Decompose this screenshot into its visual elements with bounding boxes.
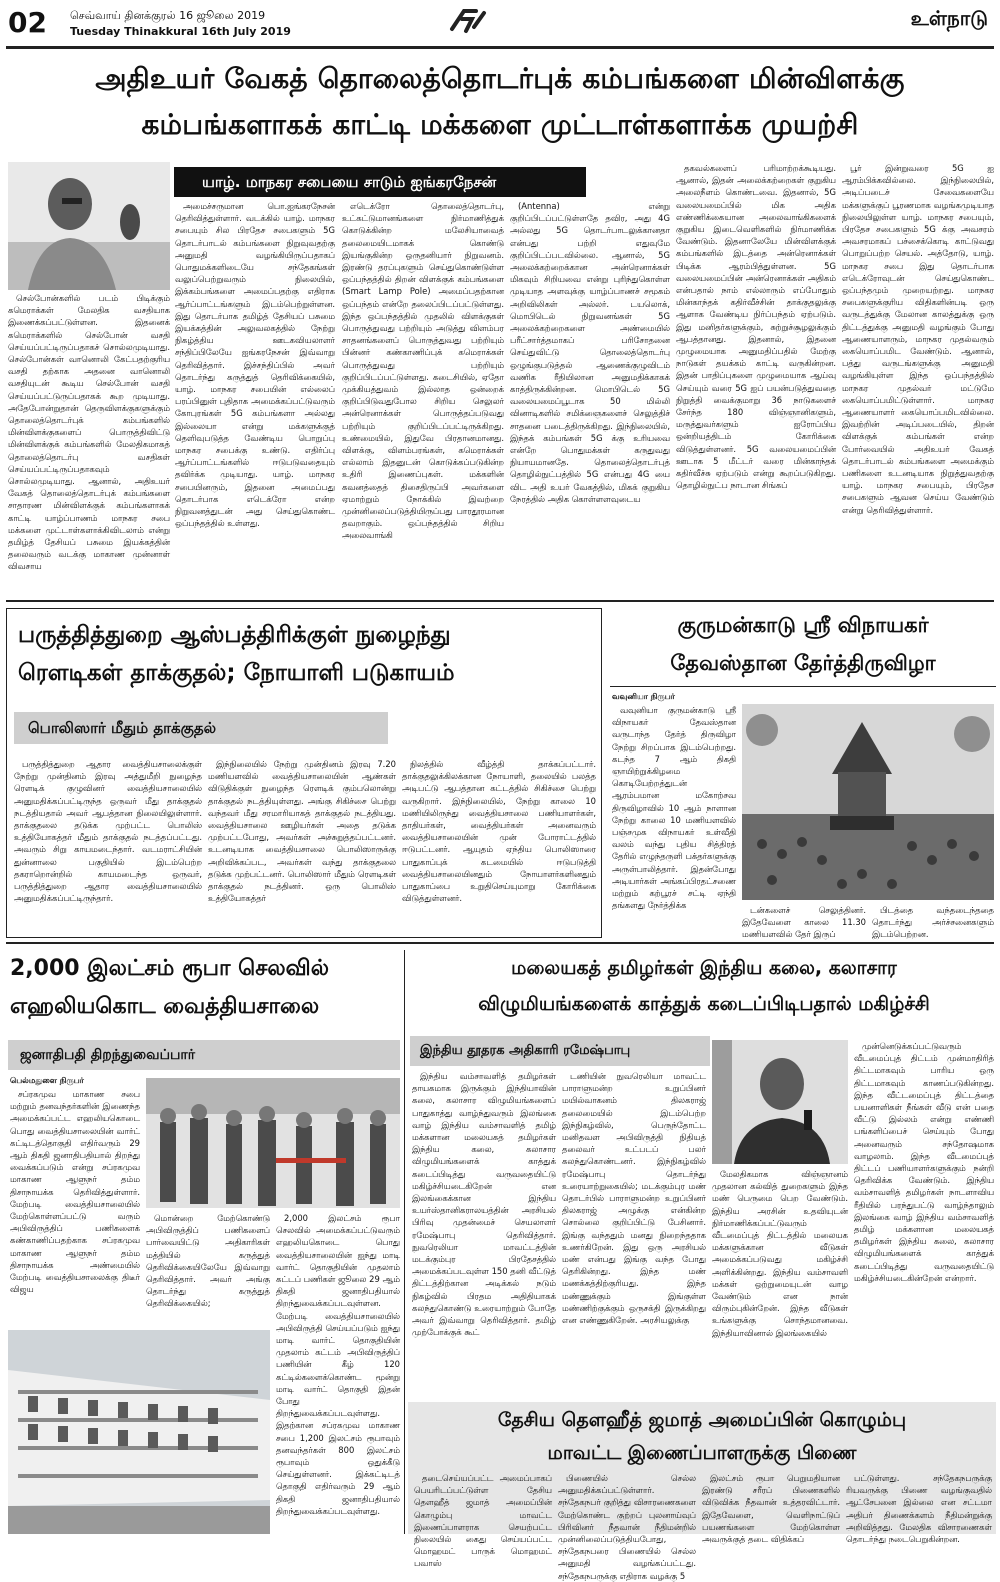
middle-divider <box>6 942 994 944</box>
ehaliyagoda-headline <box>10 950 400 1026</box>
lead-headline <box>0 56 1000 148</box>
malayagam-subhead: இந்திய தூதரக அதிகாரி ரமேஷ்பாபு <box>410 1036 710 1066</box>
temple-headline-line-1: குருமன்காடு ஸ்ரீ விநாயகர் <box>677 613 929 637</box>
hospital-column-2: இந்நிலையில் நேற்று முன்தினம் இரவு 7.20 மணியளவில் வைத்தியசாலையின் ஆண்கள் விடுதிக்குள் நுழைந்த ரௌடிக் கும்பலொன்று தாக்குதல் நடத்தியுள்ளது. அங்கு சிகிச்சை பெற்று வந்தவர் மீது சரமாரியாகத் தாக்குதல் நடத்தியது. வைத்தியசாலை ஊழியர்கள் அதை தடுக்க முற்பட்டபோது, அவர்கள் அச்சுறுத்தப்பட்டனர். உடனடியாக வைத்தியசாலை பொலிஸாருக்கு அறிவிக்கப்பட, அவர்கள் வந்து தாக்குதலை தடுக்க முற்பட்டனர். பொலிஸார் மீதும் ரௌடிகள் தாக்குதல் நடத்தினர். ஒரு பொலிஸ் உத்தியோகத்தர் <box>208 759 396 904</box>
jamath-column-1: தடைசெய்யப்பட்ட அமைப்பாகப் பெயரிடப்பட்டுள்ள தேசிய தௌஹீத் ஜமாத் அமைப்பின் கொழும்பு மாவட்ட இணைப்பாளராக செயற்பட்ட நிலையில் கைது செய்யப்பட்ட மொஹமட் பாருக் மொஹமட் பவாஸ் <box>414 1473 552 1569</box>
malayagam-headline-line-2: விழுமியங்களைக் காத்துக் கடைப்பிடிபதால் மகிழ்ச்சி <box>478 993 930 1015</box>
hospital-building-photo-icon <box>8 1330 270 1534</box>
lead-column-1: செல்போன்களில் படம் பிடிக்கும் கமெராக்கள் மேலதிக வசதியாக இணைக்கப்பட்டுள்ளன. இதனைக் கமெராக்களில் செல்போன் வசதி செய்யப்பட்டிருப்பதாகச் சொல்லமுடியாது. செல்போன்கள் வானொலி கேட்பதற்குரிய வசதி தற்காக அதனை வானொலி வசதியுடன் கூடிய செல்போன் வசதி செய்யப்பட்டுருப்பதாகக் கூற முடியாது. அதேபோன்றுதான் தெருவிளக்குகளுக்கும் தொலைத்தொடர்புக் கம்பங்களில் மின்விளக்குகளைப் பொருத்திவிட்டு மின்விளக்குக் கம்பங்களில் மேலதிகமாகத் தொலைத்தொடர்பு வசதிகள் செய்யப்பட்டிருப்பதாகவும் சொல்லமுடியாது. ஆனால், அதிஉயர் வேகத் தொலைத்தொடர்புக் கம்பங்களை சாதாரண மின்விளக்குக் கம்பங்களாகக் காட்டி யாழ்ப்பாணம் மாநகர சபை மக்களை முட்டாள்களாக்கிவிடலாம் என்று தமிழ்த் தேசியப் பசுமை இயக்கத்தின் தலைவரும் வடக்கு மாகாண முன்னாள் விவசாய <box>8 293 170 572</box>
paper-logo <box>448 5 488 35</box>
masthead-divider <box>6 46 994 49</box>
hospital-headline-line-1: பருத்தித்துறை ஆஸ்பத்திரிக்குள் நுழைந்து <box>18 622 451 648</box>
ehaliyagoda-column-1: சப்ரகமுவ மாகாண சபை மற்றும் தனவந்தர்களின் இணைந்த அமைக்கப்பட்ட எஹலியகொடை பொது வைத்தியசாலையின் வார்ட் கட்டிடத்தொகுதி எதிர்வரும் 29 ஆம் திகதி ஜனாதிபதியால் திறந்து வைக்கப்படும் என்று சப்ரகமுவ மாகாண ஆளுநர் தம்ம திசாநாயக்க தெரிவித்துள்ளார். மேற்படி வைத்தியசாலையில் மேற்கொள்ளப்பட்டு வரும் அபிவிருத்திப் பணிகளைக் கண்காணிப்பதற்காக சப்ரகமுவ மாகாண ஆளுநர் தம்ம திசாநாயக்க அண்மையில் மேற்படி வைத்தியசாலைக்கு திடீர் விஜய <box>10 1089 140 1295</box>
malayagam-headline <box>412 950 996 1022</box>
lead-headline-line-1: அதிஉயர் வேகத் தொலைத்தொடர்புக் கம்பங்களை மின்விளக்கு <box>95 62 905 95</box>
lead-column-6: பூர் இன்றுவரை 5G ஐ ஆரம்பிக்கவில்லை. இந்நிலையில், அடிப்படைச் சேவைகளையே மக்களுக்குப் பூரணமாக வழங்கமுடியாத நிலையிலுள்ள யாழ். மாநகர சபையும், பிரதேச சபைகளும் 5G க்கு அவசரம் அவசரமாகப் பச்சைக்கொடி காட்டுவது பொறுப்பற்ற செயல். அத்தோடு, யாழ். மாநகர சபை இது தொடர்பாக எடெக்ரோவுடன் செய்துகொண்ட ஒப்பந்தமும் முறையற்றது. மாநகர சபைகளுக்குரிய விதிகளின்படி ஒரு வருடத்துக்கு மேலான காலத்துக்கு ஒரு திட்டத்துக்கு அனுமதி வழங்கும் போது ஆணையாளரும், மாநகர முதல்வரும் கையொப்பமிட வேண்டும். ஆனால், பத்து வருடங்களுக்கு அனுமதி வழங்கியுள்ள இந்த ஒப்பந்தத்தில் மாநகர முதல்வர் மட்டுமே கையொப்பமிட்டுள்ளார். மாநகர ஆணையாளர் கையொப்பமிடவில்லை. இவற்றின் அடிப்படையில், திறன் விளக்குக் கம்பங்கள் என்ற போர்வையில் அதிஉயர் வேகத் தொடர்பாடல் கம்பங்களை அமைக்கும் பணிகளை உடனடியாக நிறுத்துவதற்கு யாழ். மாநகர சபையும், பிரதேச சபைகளும் ஆவன செய்ய வேண்டும் என்று தெரிவித்துள்ளார். <box>842 163 994 515</box>
jamath-headline-line-2: மாவட்ட இணைப்பாளருக்கு பிணை <box>547 1442 857 1464</box>
date-english: Tuesday Thinakkural 16th July 2019 <box>70 25 291 38</box>
temple-headline-rule <box>610 686 996 687</box>
malayagam-column-2: டணியின் நுவரெலியா மாவட்ட பாராளுமன்ற உறுப்பினர் மயில்வாகனம் திலகராஜ் தலைமையில் இடம்பெற்ற இந்நிகழ்வில், பெருந்தோட்ட மனிதவள அபிவிருத்தி நிதியத் தலைவர் உட்படப் பலர் கலந்துகொண்டனர். இந்நிகழ்வில் ரமேஷ்பாபு தொடர்ந்து உரையாற்றுகையில்; மடக்கும்புர மண் தொடர்பில் பாராளுமன்ற உறுப்பினர் திலகராஜ் அழுக்கு என்கின்ற சொல்லை குறிப்பிட்டு பேசினார். இங்கு வந்ததும் மனது நிறைந்ததாக உணர்கிறேன். இது ஒரு அரசியல் மண் என்பது இங்கு வந்த போது தெரிகின்றது. இந்த மண் மணக்கத்திற்குரியது. இந்த மண்ணுக்கும் இங்குள்ள மண்ணிற்குக்கும் ஒருசக்தி இருக்கிறது என எண்ணுகிறேன். அரசியலுக்கு <box>562 1071 706 1326</box>
jamath-column-4: பட்டுள்ளது. சந்தேகநபருக்கு ரியவருக்கு பிணை வழங்குவதில் ஆட்சேபனை இல்லை என சட்டமா அதிபர் திணைக்களம் நீதிமன்றுக்கு அறிவித்தது. மேலதிக விசாரணைகள் தொடர்ந்து நடைபெறுகின்றன. <box>846 1473 992 1545</box>
hospital-column-3: நிலத்தில் வீழ்த்தி தாக்கப்பட்டார். தாக்குதலுக்கிலக்கான நோயாளி, தலையில் பலத்த அடிபட்டு ஆபத்தான கட்டத்தில் சிகிச்சை பெற்று வருகிறார். இந்நிலையில், நேற்று காலை 10 மணியிலிருந்து வைத்தியசாலை பணியாளர்கள், தாதியர்கள், வைத்தியர்கள் அனைவரும் வைத்தியசாலையின் முன் போராட்டத்தில் ஈடுபட்டனர். ஆயுதம் ஏந்திய பொலிஸாரை பாதுகாப்புக் கடமையில் ஈடுபடுத்தி வைத்தியசாலையினதும் நோயாளர்களினதும் பாதுகாப்பை உறுதிசெய்யுமாறு கோரிக்கை விடுத்துள்ளனர். <box>402 759 596 904</box>
speaker-photo-icon <box>8 162 170 290</box>
lead-column-3: எடெக்ரோ தொலைத்தொடர்பு, உட்கட்டுமானங்களை நிர்மாணித்துக் கொடுக்கின்ற மலேசியாவைத் தலைமையிடமாகக் கொண்டு இயங்குகின்ற ஒருதனியார் நிறுவனம். இரண்டு தரப்புகளும் செய்துகொண்டுள்ள ஒப்பந்தத்தில் திறன் விளக்குக் கம்பங்களை (Smart Lamp Pole) அமைப்பதற்கான ஒப்பந்தம் என்றே தலைப்பிடப்பட்டுள்ளது. இந்த ஒப்பந்தத்தில் முதலில் விளக்குகள் பொருத்துவது பற்றியும் அடுத்து விளம்பர சாதனங்களைப் பொருத்துவது பற்றியும் பின்னர் கண்காணிப்புக் கமெராக்கள் பொருத்துவது பற்றியும் குறிப்பிடப்பட்டுள்ளது. கடைசியில், ஏதோ முக்கியத்துவம் இல்லாத ஒன்றைக் குறிப்பிடுவதுபோல சிறிய செலுலர் அன்ரெனாக்கள் பொருத்தப்படுவது பற்றியும் குறிப்பிடப்பட்டிருக்கிறது. உண்மையில், இதுவே பிரதானமானது. விளக்கு, விளம்பரங்கள், கமெராக்கள் எல்லாம் இதனுடன் கொடுக்கப்படுகின்ற உதிரி இணைப்புகள். மக்களின் கவனத்தைத் திசைதிருப்பி அவர்களை ஏமாற்றும் நோக்கில் இவற்றை முன்னிலைப்படுத்தியிருப்பது பாரதூரமான தவறாகும். ஒப்பந்தத்தில் சிறிய அலைவாங்கி <box>342 201 504 541</box>
page-number: 02 <box>8 6 47 39</box>
ehaliyagoda-column-3: 2,000 இலட்சம் ரூபா செலவில் அமைக்கப்பட்டுவரும் எஹலியகொடை பொது வைத்தியசாலையின் ஐந்து மாடி வார்ட் தொகுதியின் முதலாம் கட்டப் பணிகள் ஜூலை 29 ஆம் திகதி ஜனாதிபதியால் திறந்துவைக்கப்படவுள்ளன. மேற்படி வைத்தியசாலையில் அபிவிருத்தி செய்யப்படும் ஐந்து மாடி வார்ட் தொகுதியின் முதலாம் கட்டம் அபிவிருத்திப் பணியின் கீழ் 120 கட்டில்களைக்கொண்ட மூன்று மாடி வார்ட் தொகுதி இதன் போது திறந்துவைக்கப்படவுள்ளது. இதற்கான சப்ரகமுவ மாகாண சபை 1,200 இலட்சம் ரூபாவும் தனவந்தர்கள் 800 இலட்சம் ரூபாவும் ஒதுக்கீடு செய்துள்ளனர். இக்கட்டிடத் தொகுதி எதிர்வரும் 29 ஆம் திகதி ஜனாதிபதியால் திறந்துவைக்கப்படவுள்ளது. <box>276 1213 400 1516</box>
malayagam-column-4: முன்னெடுக்கப்பட்டுவரும் வீடமைப்புத் திட்டம் முன்மாதிரித் திட்டமாகவும் பாரிய ஒரு திட்டமாகவும் காணப்படுகின்றது. இந்த வீட்டமைப்புத் திட்டத்தை பயனாளிகள் நீங்கள் வீடு என் பதை வீட்டு இல்லம் என்று எண்ணி பங்களிப்பைச் செய்யும் போது அனைவரும் சந்தோஷமாக வாழலாம். இந்த வீடமைப்புத் திட்டப் பணியாளர்களுக்கும் நன்றி தெரிவிக்க வேண்டும். இந்திய வம்சாவளித் தமிழர்கள் நாடளாவிய ரீதியில் பரந்துபட்டு வாழ்ந்தாலும் இலங்கை வாழ் இந்திய வம்சாவளித் தமிழ் மக்களான மலையகத் தமிழர்கள் இந்திய கலை, கலாசார விழுமியங்களைக் காத்துக் கடைப்பிடித்து வருவதையிட்டு மகிழ்ச்சியடைகின்றேன் என்றார். <box>854 1041 994 1283</box>
ehaliyagoda-headline-line-1: 2,000 இலட்சம் ரூபா செலவில் <box>10 956 329 981</box>
temple-headline <box>610 606 996 682</box>
hospital-building-photo <box>8 1330 270 1534</box>
malayagam-column-1: இந்திய வம்சாவளித் தமிழர்கள் தாயகமாக இருக்கும் இந்தியாவின் கலை, கலாசார விழுமியங்களைப் பாதுகாத்து வாழ்ந்துவரும் இலங்கை வாழ் இந்திய வம்சாவளித் தமிழ் மக்களான மலையகத் தமிழர்கள் இந்திய கலை, கலாசார விழுமியங்களைக் காத்துக் கடைப்பிடித்து வருவதையிட்டு மகிழ்ச்சியடைகிறேன் என இலங்கைக்கான இந்திய உயர்ஸ்தானிகராலயத்தின் அரசியல் பிரிவு முதன்மைச் செயலாளர் ரமேஷ்பாபு தெரிவித்தார். நுவரெலியா மாவட்டத்தின் மடக்கும்புர பிரதேசத்தில் அமைக்கப்படவுள்ள 150 தனி வீட்டுத் திட்டத்திற்கான அடிக்கல் நடும் நிகழ்வில் பிரதம அதிதியாகக் கலந்துகொண்டு உரையாற்றும் போதே அவர் இவ்வாறு தெரிவித்தார். தமிழ் முற்போக்குக் கூட் <box>412 1071 557 1338</box>
temple-photo <box>742 704 994 900</box>
malayagam-headline-line-1: மலையகத் தமிழர்கள் இந்திய கலை, கலாசார <box>511 957 897 979</box>
official-portrait <box>712 1040 848 1164</box>
lead-column-4: (Antenna) என்று குறிப்பிடப்பட்டுள்ளதே தவிர, அது 4G அல்லது 5G தொடர்பாடலுக்கானதா என்பது பற்றி எதுவுமே குறிப்பிடப்படவில்லை. ஆனால், 5G அலைக்கற்றைக்கான அன்ரெனாக்கள் மிகவும் சிறியவை என்று புரிந்துகொள்ள முடியாத அளவுக்கு யாழ்ப்பாணச் சமூகம் அறிவிலிகள் அல்லர். டயலொக், மொபிடெல் நிறுவனங்கள் 5G அலைக்கற்றைகளை அண்மையில் பரீட்சார்த்தமாகப் பரிசோதனை செய்துவிட்டு தொலைத்தொடர்பு ஒழுங்குபடுத்தல் ஆணைக்குழுவிடம் வணிக ரீதியிலான அனுமதிக்காகக் காத்திருக்கின்றன. மொபிடெல் 5G வலையமைப்பூடாக 50 மில்லி வினாடிகளில் சமிக்ஞைகளைச் செலுத்திச் சாதனை படைத்திருக்கிறது. இந்நிலையில், இந்தக் கம்பங்கள் 5G க்கு உரியவை என்றே பொதுமக்கள் கருதுவது நியாயமானதே. தொலைத்தொடர்புத் தொழில்நுட்பத்தில் 5G என்பது 4G யை விட அதி உயர் வேகத்தில், மிகக் குறுகிய நேரத்தில் அதிக கொள்ளளவுடைய <box>510 201 670 504</box>
temple-byline: வவுனியா நிருபர் <box>612 692 675 701</box>
temple-column-3: பிடத்தை வந்தடைந்ததை தொடர்ந்து அர்ச்சனைகளும் இடம்பெற்றன. <box>872 905 994 940</box>
lead-column-5: தகவல்களைப் பரிமாற்றக்கூடியது. ஆனால், இதன் அலைக்கற்றைகள் குறுகிய அலைநீளம் கொண்டவை. இதனால், 5G வலையமைப்பில் மிக அதிக எண்ணிக்கையான அலைவாங்கிகளைக் குறுகிய இடைவெளிகளில் நிர்மாணிக்க வேண்டும். இதனாலேயே மின்விளக்குக் கம்பங்களில் இடத்தை அன்ரெனாக்கள் பிடிக்க ஆரம்பித்துள்ளன. 5G வலையமைப்பின் அன்ரெனாக்கள் அதிகம் என்பதால் நாம் எல்லாரும் எப்போதும் மின்காந்தக் கதிர்வீச்சின் தாக்குதலுக்கு ஆளாக வேண்டிய நிர்ப்பந்தம் ஏற்படும். இது மனிதர்களுக்கும், சுற்றுச்சூழலுக்கும் ஆபத்தானது. இதனால், இதனை முழுமையாக அனுமதிப்பதில் மேற்கு நாடுகள் தயக்கம் காட்டி வருகின்றன. இதன் பாதிப்புகளை முழுமையாக ஆய்வு செய்யும் வரை 5G ஐப் பயன்படுத்துவதை நிறுத்தி வைக்குமாறு 36 நாடுகளைச் சேர்ந்த 180 விஞ்ஞானிகளும், மருத்துவர்களும் ஐரோப்பிய ஒன்றியத்திடம் கோரிக்கை விடுத்துள்ளனர். 5G வலையமைப்பின் ஊடாக 5 மீட்டர் வரை மின்காந்தக் கதிர்வீச்சு ஏற்படும் என்று கூறப்படுகிறது. தொழில்நுட்ப நாடான சிங்கப் <box>676 163 836 491</box>
hospital-column-1: பருத்தித்துறை ஆதார வைத்தியசாலைக்குள் நேற்று முன்தினம் இரவு அத்துமீறி நுழைந்த ரௌடிக் குழுவினர் வைத்தியசாலையில் அனுமதிக்கப்பட்டிருந்த ஒருவர் மீது தாக்குதல் நடத்தியதால் அவர் ஆபத்தான நிலையிலுள்ளார். தாக்குதலை தடுக்க முற்பட்ட பொலிஸ் உத்தியோகத்தர் மீதும் தாக்குதல் நடத்தப்பட்டது. அவரும் சிறு காயமடைந்தார். வடமராட்சியின் துன்னாலை பகுதியில் இடம்பெற்ற தகராறொன்றில் காயமடைந்த ஒருவர், பருத்தித்துறை ஆதார வைத்தியசாலையில் அனுமதிக்கப்பட்டிருந்தார். <box>14 759 202 904</box>
ehaliyagoda-column-2: மொன்றை மேற்கொண்டு அபிவிருத்திப் பணிகளைப் பார்வையிட்டு அதிகாரிகள் மத்தியில் கருத்துத் தெரிவிக்கையிலேயே இவ்வாறு தெரிவித்தார். அவர் அங்கு தொடர்ந்து கருத்துத் தெரிவிக்கையில்; <box>146 1213 270 1309</box>
jamath-headline-line-1: தேசிய தௌஹீத் ஜமாத் அமைப்பின் கொழும்பு <box>497 1409 907 1431</box>
official-portrait-icon <box>712 1040 848 1164</box>
section-name: உள்நாடு <box>910 6 988 30</box>
temple-headline-line-2: தேவஸ்தான தேர்த்திருவிழா <box>670 651 936 675</box>
ehaliyagoda-byline: பெல்மதுளை நிருபர் <box>10 1076 84 1085</box>
malayagam-column-3: மேலதிகமாக விஞ்ஞானம் முதலான கல்வித் துறைகளும் இந்த மண் பெருமை பெற வேண்டும். இந்திய அரசின் உதவியுடன் நிர்மாணிக்கப்பட்டுவரும் வீடமைப்புத் திட்டத்தில் மலையக மக்களுக்கான வீடுகள் அமைக்கப்படுவது மகிழ்ச்சி அளிக்கின்றது. இந்திய வம்சாவளி மக்கள் ஒற்றுமையுடன் வாழ வேண்டும் என நான் விரும்புகின்றேன். இந்த வீடுகள் உங்களுக்கு சொந்தமானவை. இந்தியாவினால் இலங்கையில் <box>712 1169 848 1338</box>
hospital-headline-line-2: ரௌடிகள் தாக்குதல்; நோயாளி படுகாயம் <box>18 660 455 686</box>
speaker-photo <box>8 162 170 290</box>
masthead <box>0 0 1000 46</box>
ehaliyagoda-subhead: ஜனாதிபதி திறந்துவைப்பார் <box>8 1040 400 1070</box>
jamath-column-2: பிணையில் செல்ல அனுமதிக்கப்பட்டுள்ளார். சந்தேகநபர் குறித்து விசாரணைகளை மேற்கொண்ட குற்றப் புலனாய்வுப் பிரிவினர் நீதவான் நீதிமன்றில் முன்னிலைப்படுத்தியபோது, சந்தேகநபரை பிணையில் செல்ல அனுமதி வழங்கப்பட்டது. சந்தேகநபருக்கு எதிராக வழக்கு 5 <box>558 1473 696 1581</box>
temple-column-2: டன்களைச் செலுத்தினர். இதேவேளை காலை 11.30 மணியளவில் தேர் இருப் <box>742 905 866 940</box>
hospital-headline <box>18 616 598 692</box>
jamath-column-3: இலட்சம் ரூபா பெறுமதியான இரண்டு சரீரப் பிணைகளில் விடுவிக்க நீதவான் உத்தரவிட்டார். இதேவேளை, வெளிநாட்டுப் பயணங்களை மேற்கொள்ள அவருக்குத் தடை விதிக்கப் <box>702 1473 840 1545</box>
lead-divider <box>6 600 994 602</box>
lead-column-2: அமைச்சருமான பொ.ஐங்கரநேசன் தெரிவித்துள்ளார். வடக்கில் யாழ். மாநகர சபையும் சில பிரதேச சபைகளும் 5G தொடர்பாடல் கம்பங்களை நிறுவுவதற்கு அனுமதி வழங்கியிருப்பதாகப் பொதுமக்களிடையே சந்தேகங்கள் வலுப்பெற்றுவரும் நிலையில், இக்கம்பங்களை அமைப்பதற்கு எதிராக ஆர்ப்பாட்டங்களும் இடம்பெற்றுள்ளன. இது தொடர்பாக தமிழ்த் தேசியப் பசுமை இயக்கத்தின் அலுவலகத்தில் நேற்று நிகழ்த்திய ஊடகவியலாளர் சந்திப்பிலேயே ஐங்கரநேசன் இவ்வாறு தெரிவித்தார். இச்சந்திப்பில் அவர் தொடர்ந்து கருத்துத் தெரிவிக்கையில், யாழ். மாநகர சபையின் எல்லைப் பரப்பினுள் புதிதாக அமைக்கப்பட்டுவரும் கோபுரங்கள் 5G கம்பங்களா அல்லது இல்லையா என்று மக்களுக்குத் தெளிவுபடுத்த வேண்டிய பொறுப்பு மாநகர சபைக்கு உண்டு. எதிர்ப்பு ஆர்ப்பாட்டங்களில் ஈடுபடுவதையும் தவிர்க்க முடியாது. யாழ். மாநகர சபையினரும், இதனை அமைப்பது தொடர்பாக எடெக்ரோ என்ற நிறுவனத்துடன் அது செய்துகொண்ட ஒப்பந்தத்தில் உள்ளது. <box>175 201 335 529</box>
lead-headline-line-2: கம்பங்களாகக் காட்டி மக்களை முட்டாள்களாக்க முயற்சி <box>141 108 859 141</box>
ehaliyagoda-headline-line-2: எஹலியகொட வைத்தியசாலை <box>10 994 320 1019</box>
bottom-column-divider <box>404 950 405 1534</box>
lead-subhead: யாழ். மாநகர சபையை சாடும் ஐங்கரநேசன் <box>174 167 586 197</box>
paper-logo-icon <box>448 5 488 35</box>
hospital-subhead: பொலிஸார் மீதும் தாக்குதல் <box>14 712 388 744</box>
temple-column-1: வவுனியா குருமன்காடு ஸ்ரீ விநாயகர் தேவஸ்தான வருடாந்த தேர்த் திருவிழா நேற்று சிறப்பாக இடம்பெற்றது. கடந்த 7 ஆம் திகதி ஞாயிற்றுக்கிழமை கொடியேற்றத்துடன் ஆரம்பமான மகோற்சவ திருவிழாவில் 10 ஆம் நாளான நேற்று காலை 10 மணியளவில் பஞ்சமுக விநாயகர் உள்வீதி வலம் வந்து புதிய சித்திரத் தேரில் எழுந்தருளி பக்தர்களுக்கு அருள்பாலித்தார். இதன்போது அடியார்கள் அங்கப்பிரதட்சணை மற்றும் கற்பூரச் சட்டி ஏந்தி தங்களது நேர்த்திக்க <box>612 705 736 911</box>
ceremony-photo-icon <box>146 1078 400 1208</box>
date-tamil: செவ்வாய் தினக்குரல் 16 ஜூலை 2019 <box>70 9 266 22</box>
jamath-headline <box>412 1404 992 1470</box>
temple-chariot-photo-icon <box>742 704 994 900</box>
ribbon-ceremony-photo <box>146 1078 400 1208</box>
